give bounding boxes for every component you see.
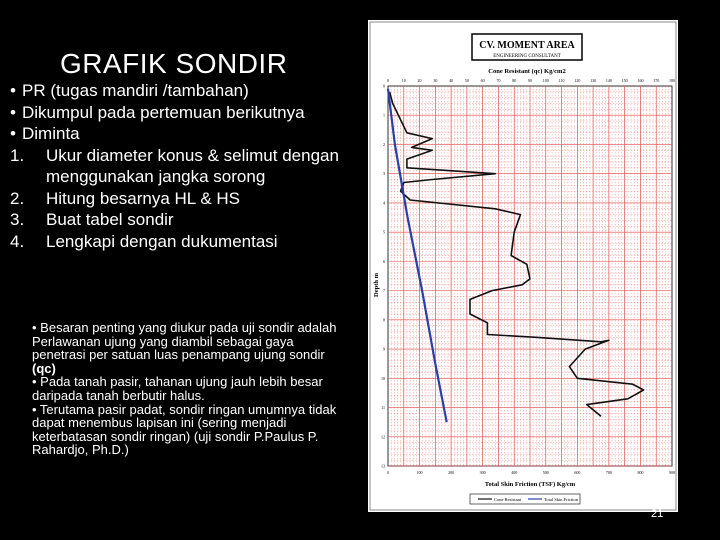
page-number: 21 <box>651 508 664 520</box>
sondir-graph <box>368 20 678 512</box>
top-tick-label: 0 <box>387 78 389 83</box>
number-marker: 2. <box>10 188 25 208</box>
numbered-text: Lengkapi dengan dukumentasi <box>46 231 278 251</box>
top-tick-label: 120 <box>574 78 581 83</box>
legend-label-qc: Cone Resistant <box>494 497 522 502</box>
depth-tick-label: 10 <box>381 375 385 381</box>
depth-tick-label: 3 <box>383 171 385 177</box>
top-tick-label: 160 <box>637 78 644 83</box>
note-text: • Besaran penting yang diukur pada uji sondir adalah Perlawanan ujung yang diambil sebagai gaya penetrasi per satuan luas penampang ujung sondir <box>32 320 337 363</box>
numbered-item <box>10 209 360 231</box>
numbered-item <box>10 231 360 253</box>
top-axis-label: Cone Resistant (qc) Kg/cm2 <box>488 68 566 75</box>
depth-tick-label: 5 <box>383 229 385 235</box>
top-tick-label: 50 <box>464 78 469 83</box>
note-paragraph <box>32 375 344 402</box>
depth-tick-label: 4 <box>383 200 385 206</box>
top-tick-label: 10 <box>401 78 406 83</box>
numbered-text: Ukur diameter konus & selimut dengan menggunakan jangka sorong <box>46 145 339 186</box>
note-paragraph <box>32 321 344 375</box>
depth-tick-label: 6 <box>383 258 385 264</box>
bullet-item <box>10 102 360 124</box>
note-paragraph <box>32 403 344 457</box>
top-tick-label: 140 <box>605 78 612 83</box>
depth-tick-label: 11 <box>381 405 385 411</box>
depth-tick-label: 2 <box>383 141 385 147</box>
note-bold: (qc) <box>32 360 56 376</box>
depth-tick-label: 7 <box>383 288 385 294</box>
bottom-tick-label: 800 <box>637 470 644 475</box>
depth-tick-label: 1 <box>383 112 385 118</box>
y-axis-label: Depth m <box>373 272 380 298</box>
number-marker: 1. <box>10 145 25 165</box>
depth-tick-label: 13 <box>381 463 385 469</box>
numbered-text: Buat tabel sondir <box>46 210 174 229</box>
depth-tick-label: 0 <box>383 83 385 89</box>
top-tick-label: 100 <box>542 78 549 83</box>
top-tick-label: 110 <box>558 78 565 83</box>
bullet-marker: • <box>10 124 16 143</box>
top-tick-label: 90 <box>528 78 532 83</box>
legend-label-tsf: Total Skin Friction <box>544 497 578 502</box>
company-name: CV. MOMENT AREA <box>479 40 575 51</box>
note-text: • Pada tanah pasir, tahanan ujung jauh lebih besar daripada tanah berbutir halus. <box>32 374 323 403</box>
bottom-tick-label: 400 <box>511 470 518 475</box>
depth-tick-label: 9 <box>383 346 385 352</box>
number-marker: 3. <box>10 210 25 229</box>
top-tick-label: 40 <box>449 78 454 83</box>
bullet-text: PR (tugas mandiri /tambahan) <box>22 81 249 100</box>
bottom-tick-label: 100 <box>416 470 423 475</box>
top-tick-label: 130 <box>590 78 597 83</box>
bullet-item <box>10 80 360 102</box>
top-tick-label: 20 <box>417 78 422 83</box>
slide-title: GRAFIK SONDIR <box>60 48 288 79</box>
bullet-text: Dikumpul pada pertemuan berikutnya <box>22 102 305 122</box>
bottom-tick-label: 600 <box>574 470 581 475</box>
depth-tick-label: 8 <box>383 317 385 323</box>
top-tick-label: 60 <box>480 78 485 83</box>
company-subtitle: ENGINEERING CONSULTANT <box>493 54 561 59</box>
depth-tick-label: 12 <box>381 434 385 440</box>
info-note <box>32 321 344 457</box>
bottom-tick-label: 300 <box>479 470 486 475</box>
note-text: • Terutama pasir padat, sondir ringan umumnya tidak dapat menembus lapisan ini (sering menjadi keterbatasan sondir ringan) (uji sondir P.Paulus P. Rahardjo, Ph.D.) <box>32 401 337 458</box>
numbered-text: Hitung besarnya HL & HS <box>46 188 241 208</box>
bottom-tick-label: 500 <box>542 470 549 475</box>
top-tick-label: 180 <box>669 78 675 83</box>
top-tick-label: 150 <box>621 78 628 83</box>
numbered-item <box>10 145 360 188</box>
bottom-tick-label: 700 <box>605 470 612 475</box>
sondir-graph-figure <box>368 20 678 512</box>
bullet-marker: • <box>10 81 16 100</box>
bottom-tick-label: 900 <box>669 470 675 475</box>
top-tick-label: 30 <box>433 78 438 83</box>
bottom-tick-label: 0 <box>387 470 389 475</box>
bottom-tick-label: 200 <box>448 470 455 475</box>
top-tick-label: 80 <box>512 78 517 83</box>
bullet-marker: • <box>10 102 16 122</box>
number-marker: 4. <box>10 231 25 251</box>
bottom-axis-label: Total Skin Friction (TSF) Kg/cm <box>484 481 576 488</box>
top-tick-label: 170 <box>653 78 660 83</box>
top-tick-label: 70 <box>496 78 501 83</box>
numbered-item <box>10 188 360 210</box>
bullet-list <box>10 80 360 252</box>
bullet-text: Diminta <box>22 124 80 143</box>
bullet-item <box>10 123 360 145</box>
